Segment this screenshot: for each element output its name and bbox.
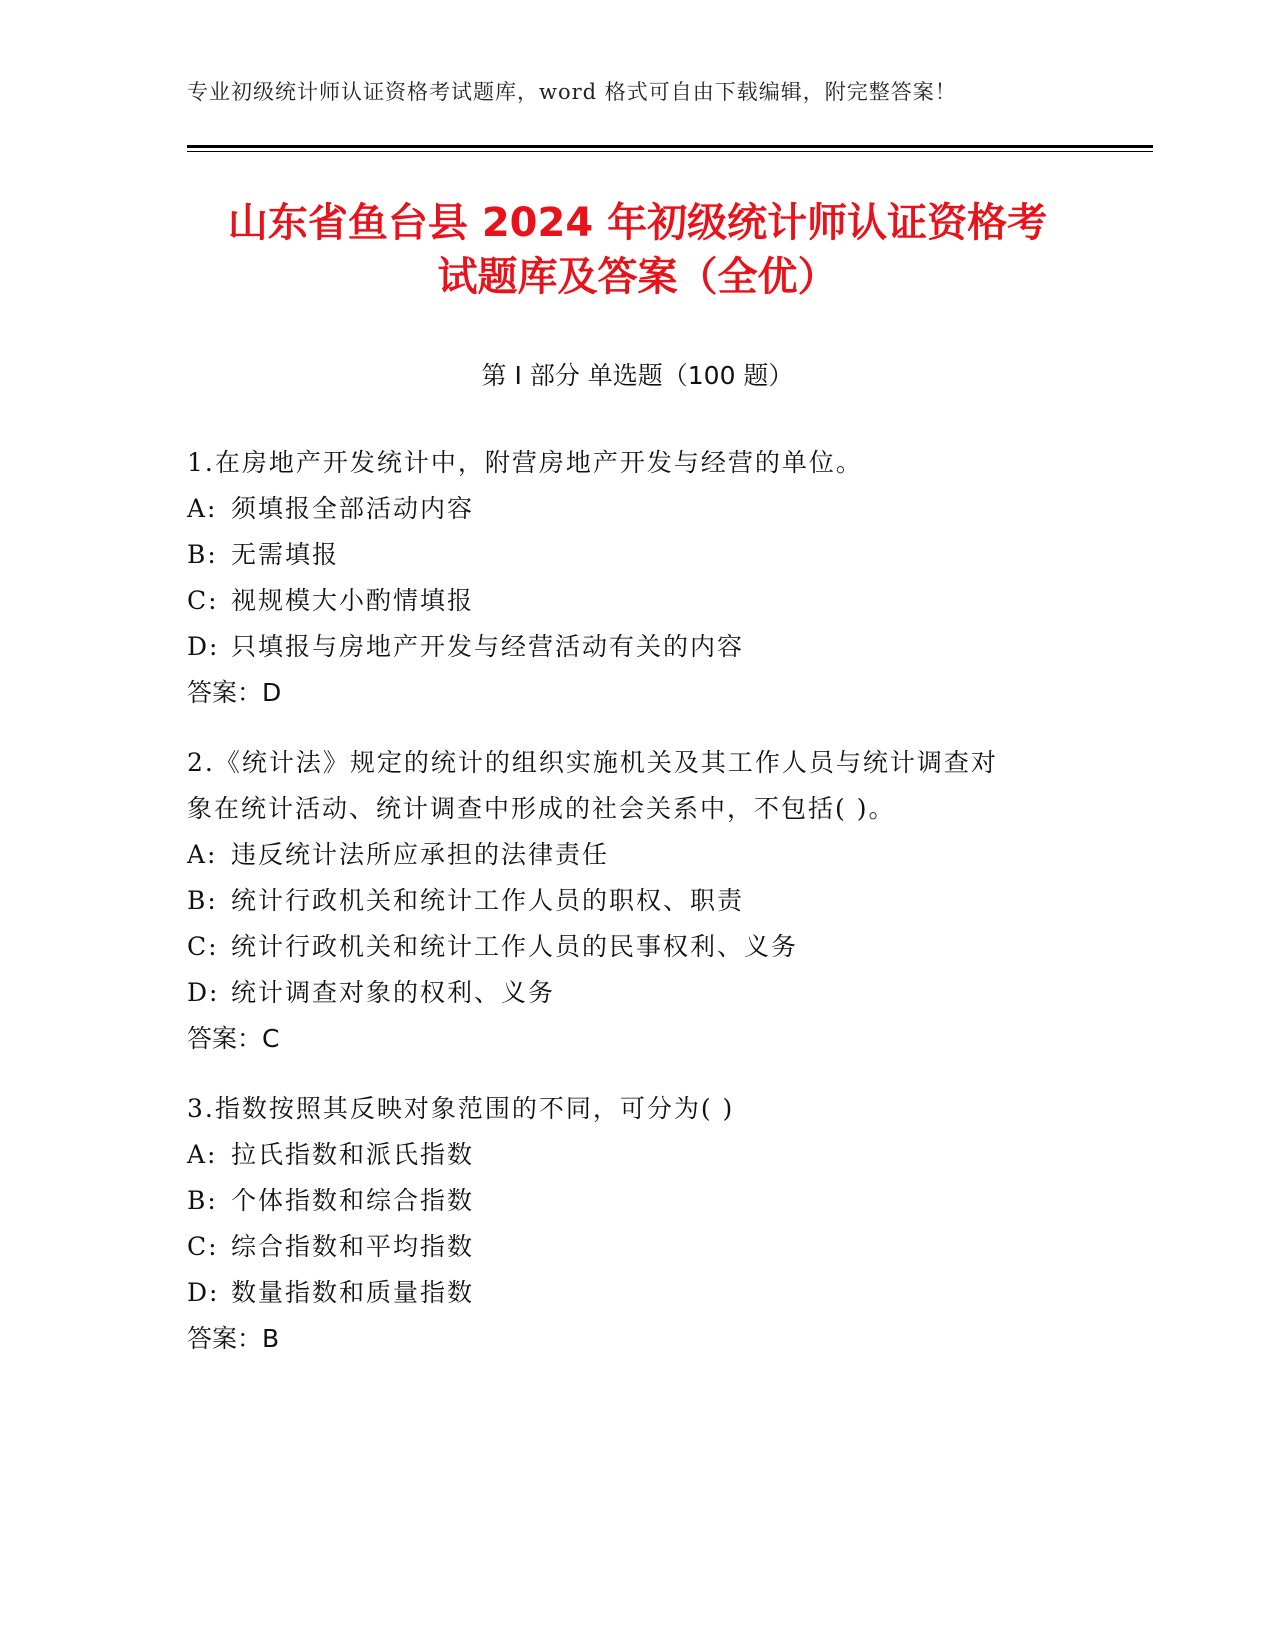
option-key: C: <box>187 932 219 961</box>
option-key: B: <box>187 1186 218 1215</box>
question-text: 1.在房地产开发统计中，附营房地产开发与经营的单位。 <box>187 448 863 477</box>
option-key: A: <box>187 840 218 869</box>
option-d <box>187 970 1107 1016</box>
option-b <box>187 878 1107 924</box>
option-text: 视规模大小酌情填报 <box>231 586 475 615</box>
option-text: 须填报全部活动内容 <box>231 494 475 523</box>
section-title: 第 I 部分 单选题（100 题） <box>481 361 794 390</box>
option-text: 综合指数和平均指数 <box>231 1232 475 1261</box>
option-text: 无需填报 <box>231 540 340 569</box>
answer-line: 答案：B <box>187 1324 280 1353</box>
question-text: 3.指数按照其反映对象范围的不同，可分为( ) <box>187 1094 735 1123</box>
option-text: 数量指数和质量指数 <box>231 1278 475 1307</box>
header-rule-thin <box>187 151 1153 152</box>
question-2 <box>187 740 1107 1062</box>
option-text: 拉氏指数和派氏指数 <box>231 1140 475 1169</box>
option-key: A: <box>187 494 218 523</box>
question-3 <box>187 1086 1107 1362</box>
option-key: A: <box>187 1140 218 1169</box>
header-rule-thick <box>187 145 1153 148</box>
answer-line: 答案：C <box>187 1024 280 1053</box>
option-c <box>187 924 1107 970</box>
option-text: 违反统计法所应承担的法律责任 <box>231 840 610 869</box>
option-c <box>187 1224 1107 1270</box>
option-text: 只填报与房地产开发与经营活动有关的内容 <box>231 632 745 661</box>
option-text: 统计行政机关和统计工作人员的民事权利、义务 <box>231 932 799 961</box>
option-d <box>187 1270 1107 1316</box>
document-title-line-1: 山东省鱼台县 2024 年初级统计师认证资格考 <box>227 200 1048 246</box>
option-key: C: <box>187 1232 219 1261</box>
option-a <box>187 486 1107 532</box>
option-key: C: <box>187 586 219 615</box>
option-key: D: <box>187 978 220 1007</box>
option-a <box>187 832 1107 878</box>
option-a <box>187 1132 1107 1178</box>
question-list <box>187 440 1107 1386</box>
option-text: 个体指数和综合指数 <box>231 1186 475 1215</box>
question-text: 象在统计活动、统计调查中形成的社会关系中，不包括( )。 <box>187 794 896 823</box>
option-key: B: <box>187 886 218 915</box>
option-key: D: <box>187 1278 220 1307</box>
option-key: B: <box>187 540 218 569</box>
option-b <box>187 1178 1107 1224</box>
document-title-line-2: 试题库及答案（全优） <box>437 254 838 300</box>
option-text: 统计调查对象的权利、义务 <box>231 978 556 1007</box>
header-note: 专业初级统计师认证资格考试题库，word 格式可自由下载编辑，附完整答案！ <box>187 80 957 104</box>
option-text: 统计行政机关和统计工作人员的职权、职责 <box>231 886 745 915</box>
option-c <box>187 578 1107 624</box>
question-1 <box>187 440 1107 716</box>
question-text: 2.《统计法》规定的统计的组织实施机关及其工作人员与统计调查对 <box>187 748 998 777</box>
option-b <box>187 532 1107 578</box>
document-title <box>150 196 1125 304</box>
answer-line: 答案：D <box>187 678 282 707</box>
option-key: D: <box>187 632 220 661</box>
option-d <box>187 624 1107 670</box>
